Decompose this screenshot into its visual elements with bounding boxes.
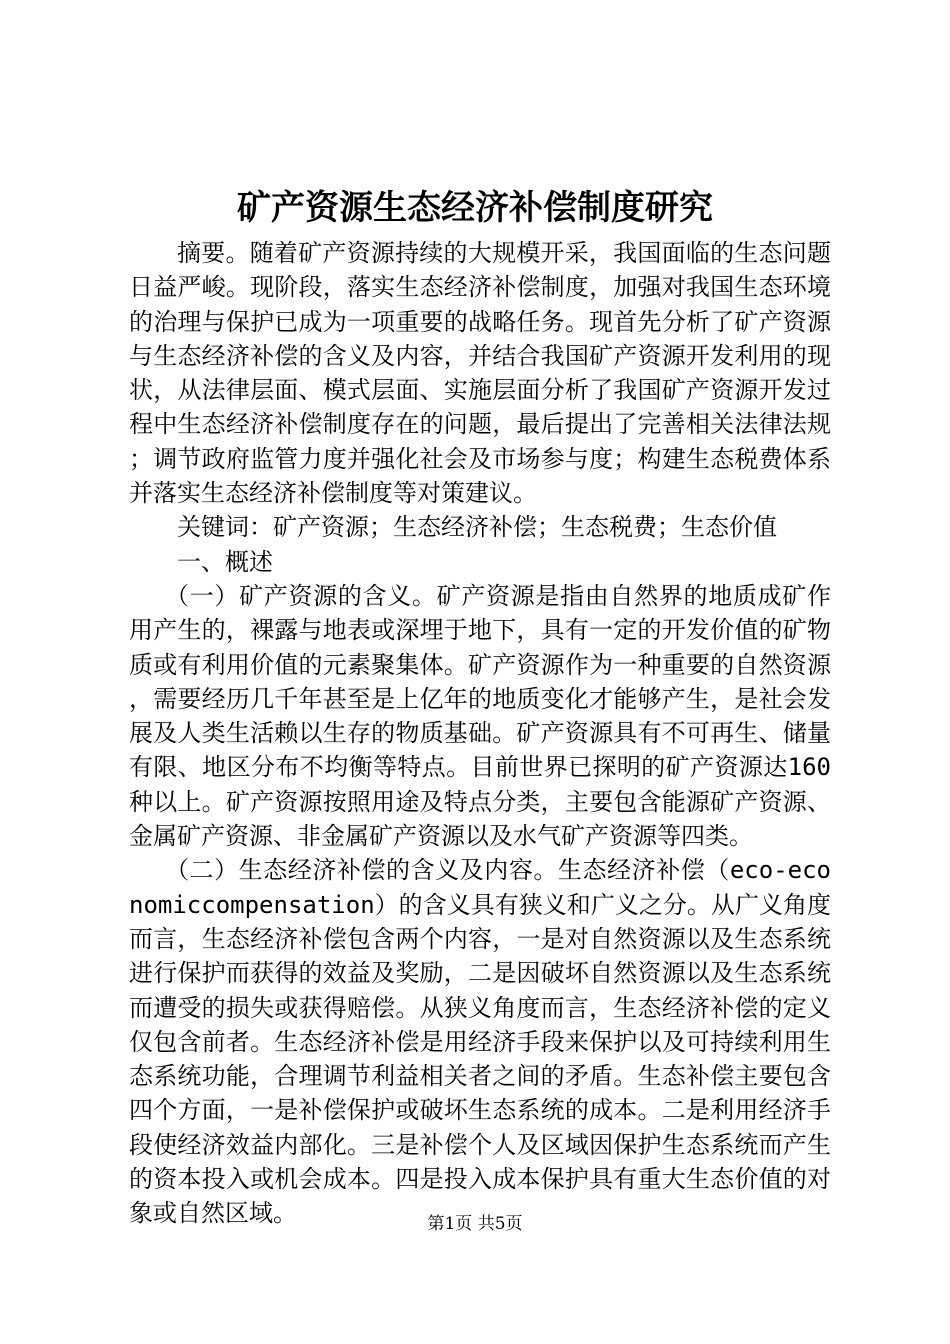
document-title: 矿产资源生态经济补偿制度研究 xyxy=(237,188,713,228)
body-paragraph-1: （一）矿产资源的含义。矿产资源是指由自然界的地质成矿作用产生的，裸露与地表或深埋于地下，具有一定的开发价值的矿物质或有利用价值的元素聚集体。矿产资源作为一种重要的自然资源，需要经历几千年甚至是上亿年的地质变化才能够产生，是社会发展及人类生活赖以生存的物质基础。矿产资源具有不可再生、储量有限、地区分布不均衡等特点。目前世界已探明的矿产资源达160种以上。矿产资源按照用途及特点分类，主要包含能源矿产资源、金属矿产资源、非金属矿产资源以及水气矿产资源等四类。 xyxy=(129,581,831,851)
page-number-footer: 第1页 共5页 xyxy=(427,1214,523,1234)
body-paragraph-2: （二）生态经济补偿的含义及内容。生态经济补偿（eco-economiccompensation）的含义具有狭义和广义之分。从广义角度而言，生态经济补偿包含两个内容，一是对自然资源以及生态系统进行保护而获得的效益及奖励，二是因破坏自然资源以及生态系统而遭受的损失或获得赔偿。从狭义角度而言，生态经济补偿的定义仅包含前者。生态经济补偿是用经济手段来保护以及可持续利用生态系统功能，合理调节利益相关者之间的矛盾。生态补偿主要包含四个方面，一是补偿保护或破坏生态系统的成本。二是利用经济手段使经济效益内部化。三是补偿个人及区域因保护生态系统而产生的资本投入或机会成本。四是投入成本保护具有重大生态价值的对象或自然区域。 xyxy=(129,856,831,1228)
keywords-line: 关键词：矿产资源；生态经济补偿；生态税费；生态价值 xyxy=(177,513,777,542)
document-body xyxy=(129,236,831,1231)
section-heading: 一、概述 xyxy=(177,547,273,576)
abstract-paragraph: 摘要。随着矿产资源持续的大规模开采，我国面临的生态问题日益严峻。现阶段，落实生态经济补偿制度，加强对我国生态环境的治理与保护已成为一项重要的战略任务。现首先分析了矿产资源与生态经济补偿的含义及内容，并结合我国矿产资源开发利用的现状，从法律层面、模式层面、实施层面分析了我国矿产资源开发过程中生态经济补偿制度存在的问题，最后提出了完善相关法律法规；调节政府监管力度并强化社会及市场参与度；构建生态税费体系并落实生态经济补偿制度等对策建议。 xyxy=(129,239,831,508)
